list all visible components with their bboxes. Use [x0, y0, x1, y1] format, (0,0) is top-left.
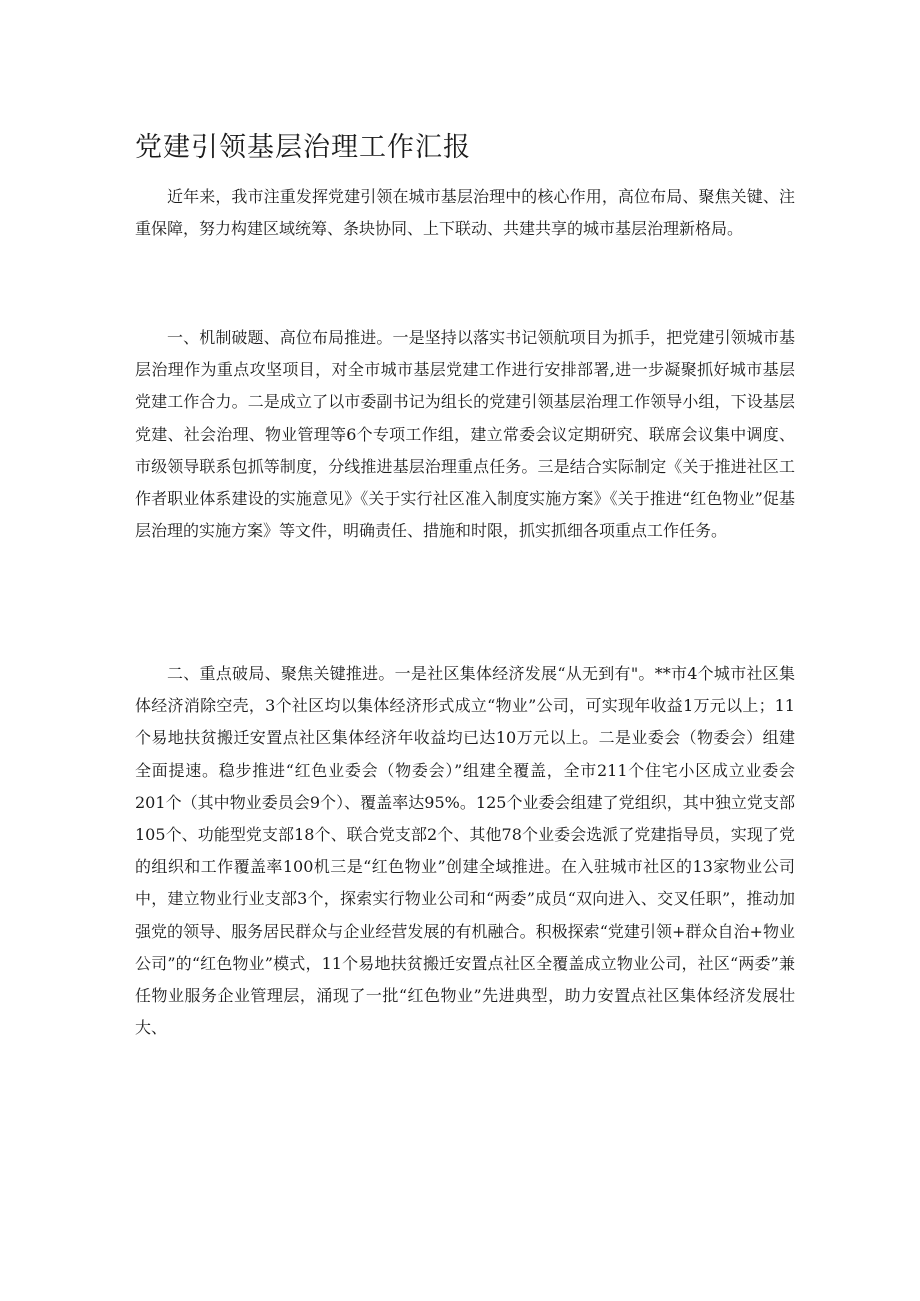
document-title: 党建引领基层治理工作汇报 [135, 132, 471, 163]
paragraph-section-two: 二、重点破局、聚焦关键推进。一是社区集体经济发展“从无到有"。**市4个城市社区集体经济消除空壳，3个社区均以集体经济形式成立“物业”公司，可实现年收益1万元以上；11个易地扶贫搬迁安置点社区集体经济年收益均已达10万元以上。二是业委会（物委会）组建全面提速。稳步推进“红色业委会（物委会）”组建全覆盖，全市211个住宅小区成立业委会201个（其中物业委员会9个）、覆盖率达95%。125个业委会组建了党组织，其中独立党支部105个、功能型党支部18个、联合党支部2个、其他78个业委会选派了党建指导员，实现了党的组织和工作覆盖率100机三是“红色物业”创建全域推进。在入驻城市社区的13家物业公司中，建立物业行业支部3个，探索实行物业公司和“两委”成员“双向进入、交叉任职”，推动加强党的领导、服务居民群众与企业经营发展的有机融合。积极探索“党建引领+群众自治+物业公司”的“红色物业”模式，11个易地扶贫搬迁安置点社区全覆盖成立物业公司，社区“两委”兼任物业服务企业管理层，涌现了一批“红色物业”先进典型，助力安置点社区集体经济发展壮大、 [135, 664, 795, 1038]
paragraph-section-one: 一、机制破题、高位布局推进。一是坚持以落实书记领航项目为抓手，把党建引领城市基层治理作为重点攻坚项目，对全市城市基层党建工作进行安排部署,进一步凝聚抓好城市基层党建工作合力。二是成立了以市委副书记为组长的党建引领基层治理工作领导小组，下设基层党建、社会治理、物业管理等6个专项工作组，建立常委会议定期研究、联席会议集中调度、市级领导联系包抓等制度，分线推进基层治理重点任务。三是结合实际制定《关于推进社区工作者职业体系建设的实施意见》《关于实行社区准入制度实施方案》《关于推进“红色物业”促基层治理的实施方案》等文件，明确责任、措施和时限，抓实抓细各项重点工作任务。 [135, 328, 795, 541]
paragraph-intro: 近年来，我市注重发挥党建引领在城市基层治理中的核心作用，高位布局、聚焦关键、注重保障，努力构建区域统筹、条块协同、上下联动、共建共享的城市基层治理新格局。 [135, 187, 795, 239]
